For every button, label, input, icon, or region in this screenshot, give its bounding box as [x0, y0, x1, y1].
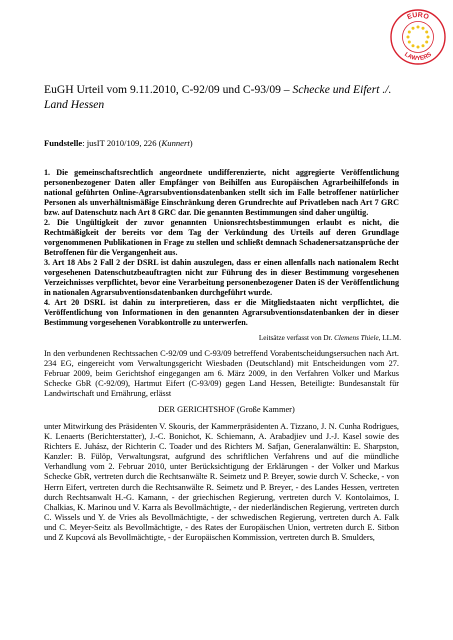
- logo-top-text: EURO: [406, 11, 430, 22]
- leitsaetze-note: [259, 334, 401, 342]
- title-italic: Schecke und Eifert ./. Land Hessen: [44, 83, 392, 111]
- fundstelle: [44, 138, 404, 148]
- note-suffix: , LL.M.: [378, 334, 401, 342]
- note-prefix: Leitsätze verfasst von Dr.: [258, 334, 335, 342]
- title-plain: EuGH Urteil vom 9.11.2010, C-92/09 und C-93/09 –: [44, 83, 293, 96]
- logo-bottom-text: LAWYERS: [403, 51, 433, 63]
- court-heading: DER GERICHTSHOF (Große Kammer): [158, 405, 295, 414]
- leitsatz-2: 2. Die Ungültigkeit der zuvor genannten Unionsrechtsbestimmungen erlaubt es nicht, die Rechtmäßigkeit der bereits vor dem Tag der Verkündung des Urteils auf deren Grundlage vorgenommenen Publikationen in Frage zu stellen und schließt demnach Schadenersatzansprüche der Betroffenen für die Vergangenheit aus.: [44, 218, 399, 257]
- leitsatz-3: 3. Art 18 Abs 2 Fall 2 der DSRL ist dahin auszulegen, dass er einen allenfalls nach nationalem Recht vorgesehenen Datenschutzbeauftragten nicht zur Führung des in dieser Bestimmung vorgesehenen Verzeichnisses verpflichtet, bevor eine Verarbeitung personenbezogener Daten iS der Veröffentlichung in nationalen Agrarsubventionsdatenbanken durchgeführt wurde.: [44, 258, 399, 297]
- note-author: Clemens Thiele: [334, 334, 379, 342]
- leitsatz-1: 1. Die gemeinschaftsrechtlich angeordnete undifferenzierte, nicht aggregierte Veröffentlichung personenbezogener Daten aller Empfänger von Beihilfen aus Europäischen Agrarbeihilfefonds in national geführten Online-Agrarsubventionsdatenbanken stellt sich im Falle betroffener natürlicher Personen als unverhältnismäßige Einschränkung deren Grundrechte auf Privatleben nach Art 7 GRC bzw. auf Datenschutz nach Art 8 GRC dar. Die genannten Bestimmungen sind daher ungültig.: [44, 168, 399, 217]
- leitsatz-4: 4. Art 20 DSRL ist dahin zu interpretieren, dass er die Mitgliedstaaten nicht verpflichtet, die Veröffentlichung von Informationen in den genannten Agrarsubventionsdatenbanken der in dieser Bestimmung vorgesehenen Vorabkontrolle zu unterwerfen.: [44, 298, 399, 327]
- fundstelle-close: ): [189, 138, 193, 148]
- document-title: [44, 82, 404, 112]
- euro-lawyers-logo: [389, 8, 447, 66]
- euro-lawyers-seal-icon: [389, 8, 447, 66]
- intro-paragraph: In den verbundenen Rechtssachen C-92/09 und C-93/09 betreffend Vorabentscheidungsersuchen nach Art. 234 EG, eingereicht vom Verwaltungsgericht Wiesbaden (Deutschland) mit Entscheidungen vom 27. Februar 2009, beim Gerichtshof eingegangen am 6. März 2009, in den Verfahren Volker und Markus Schecke GbR (C-92/09), Hartmut Eifert (C-93/09) gegen Land Hessen, Beteiligte: Bundesanstalt für Landwirtschaft und Ernährung, erlässt: [44, 349, 399, 399]
- fundstelle-author: Kunnert: [161, 138, 190, 148]
- composition-paragraph: unter Mitwirkung des Präsidenten V. Skouris, der Kammerpräsidenten A. Tizzano, J. N. Cunha Rodrigues, K. Lenaerts (Berichterstatter), J.-C. Bonichot, K. Schiemann, A. Arabadjiev und J.-J. Kasel sowie des Richters E. Juhász, der Richterin C. Toader und des Richters M. Safjan, Generalanwältin: E. Sharpston, Kanzler: B. Fülöp, Verwaltungsrat, aufgrund des schriftlichen Verfahrens und auf die mündliche Verhandlung vom 2. Februar 2010, unter Berücksichtigung der Erklärungen - der Volker und Markus Schecke GbR, vertreten durch die Rechtsanwälte R. Seimetz und P. Breyer, sowie durch V. Schecke, - von Herrn Eifert, vertreten durch die Rechtsanwälte R. Seimetz und P. Breyer, - des Landes Hessen, vertreten durch Rechtsanwalt H.-G. Kamann, - der griechischen Regierung, vertreten durch V. Kontolaimos, I. Chalkias, K. Marinou und V. Karra als Bevollmächtigte, - der niederländischen Regierung, vertreten durch C. Wissels und Y. de Vries als Bevollmächtigte, - der schwedischen Regierung, vertreten durch A. Falk und C. Meyer-Seitz als Bevollmächtigte, - des Rates der Europäischen Union, vertreten durch E. Sitbon und Z Kupcová als Bevollmächtigte, - der Europäischen Kommission, vertreten durch B. Smulders,: [44, 422, 399, 543]
- fundstelle-label: Fundstelle: [44, 138, 83, 148]
- fundstelle-text: : jusIT 2010/109, 226 (: [82, 138, 162, 148]
- leitsaetze: [44, 168, 399, 328]
